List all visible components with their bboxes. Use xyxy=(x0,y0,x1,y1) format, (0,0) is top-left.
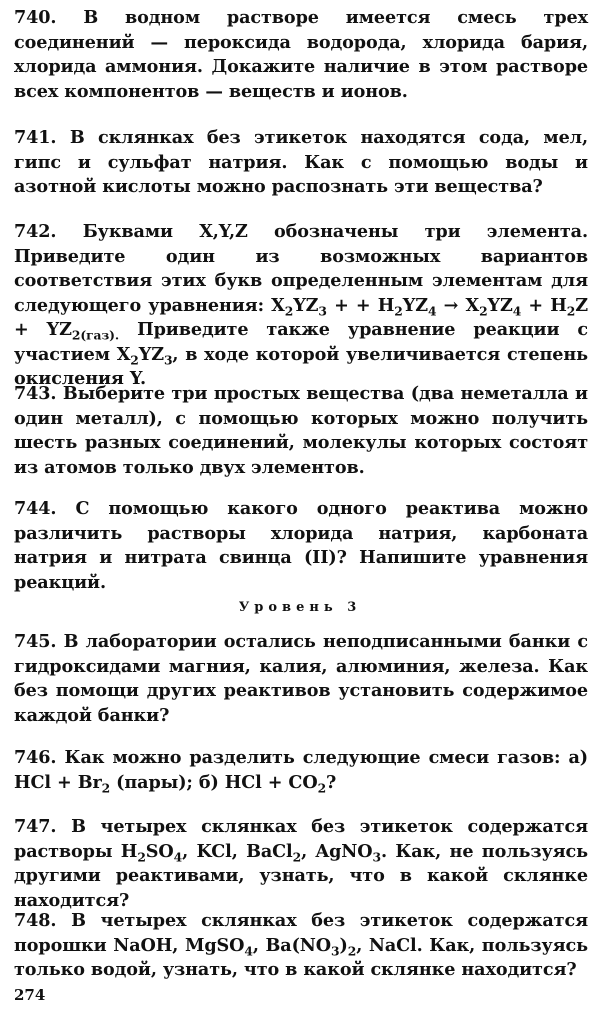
problem-744 xyxy=(14,497,588,595)
problem-748 xyxy=(14,909,588,983)
problem-745 xyxy=(14,630,588,728)
problem-747 xyxy=(14,815,588,913)
problem-text: Как можно разделить следующие смеси газов: а) HCl + $Br_2$ (пары); б) HCl + $CO_2$? xyxy=(14,747,588,796)
problem-text: В четырех склянках без этикеток содержатся растворы $H_2SO_4$, KCl, BaCl$_2$, AgNO$_3$. Как, не пользуясь другими реактивами, узнать, что в какой склянке находится? xyxy=(14,816,588,911)
problem-number: 747. xyxy=(14,816,57,837)
problem-text: Приведите также уравнение реакции с участием xyxy=(14,319,589,365)
problem-number: 744. xyxy=(14,498,57,519)
problem-number: 743. xyxy=(14,383,57,404)
problem-number: 745. xyxy=(14,631,57,652)
equation: $X_2YZ_3$ + + $H_2YZ_4 \to X_2YZ_4 + H_2Z + YZ_{2(газ).}$ xyxy=(14,294,589,343)
problem-741 xyxy=(14,126,588,200)
problem-text: В водном растворе имеется смесь трех соединений — пероксида водорода, хлорида бария, хлорида аммония. Докажите наличие в этом растворе всех компонентов — веществ и ионов. xyxy=(14,7,589,102)
problem-number: 742. xyxy=(14,221,57,242)
problem-746 xyxy=(14,746,588,795)
problem-740 xyxy=(14,6,588,104)
problem-text: , в ходе которой увеличивается степень окисления Y. xyxy=(14,343,588,389)
problem-number: 740. xyxy=(14,7,57,28)
problem-text: В лаборатории остались неподписанными банки с гидроксидами магния, калия, алюминия, железа. Как без помощи других реактивов установить содержимое каждой банки? xyxy=(14,631,588,726)
problem-text: С помощью какого одного реактива можно различить растворы хлорида натрия, карбоната натрия и нитрата свинца (II)? Напишите уравнения реакций. xyxy=(14,498,588,593)
problem-number: 741. xyxy=(14,127,57,148)
problem-742 xyxy=(14,220,588,392)
problem-text: Буквами X,Y,Z обозначены три элемента. Приведите один из возможных вариантов соответствия этих букв определенным элементам для следующего уравнения: xyxy=(14,221,588,316)
problem-743 xyxy=(14,382,588,480)
level-heading: Уровень 3 xyxy=(238,600,362,615)
problem-text: Выберите три простых вещества (два неметалла и один металл), с помощью которых можно получить шесть разных соединений, молекулы которых состоят из атомов только двух элементов. xyxy=(14,383,588,478)
problem-text: В склянках без этикеток находятся сода, мел, гипс и сульфат натрия. Как с помощью воды и азотной кислоты можно распознать эти вещества? xyxy=(14,127,588,197)
page-number: 274 xyxy=(14,986,46,1004)
formula: $X_2YZ_3$ xyxy=(116,343,173,368)
problem-number: 748. xyxy=(14,910,57,931)
problem-number: 746. xyxy=(14,747,57,768)
problem-text: В четырех склянках без этикеток содержатся порошки NaOH, MgSO$_4$, $Ba(NO_3)_2$, NaCl. Как, пользуясь только водой, узнать, что в какой склянке находится? xyxy=(14,910,588,980)
